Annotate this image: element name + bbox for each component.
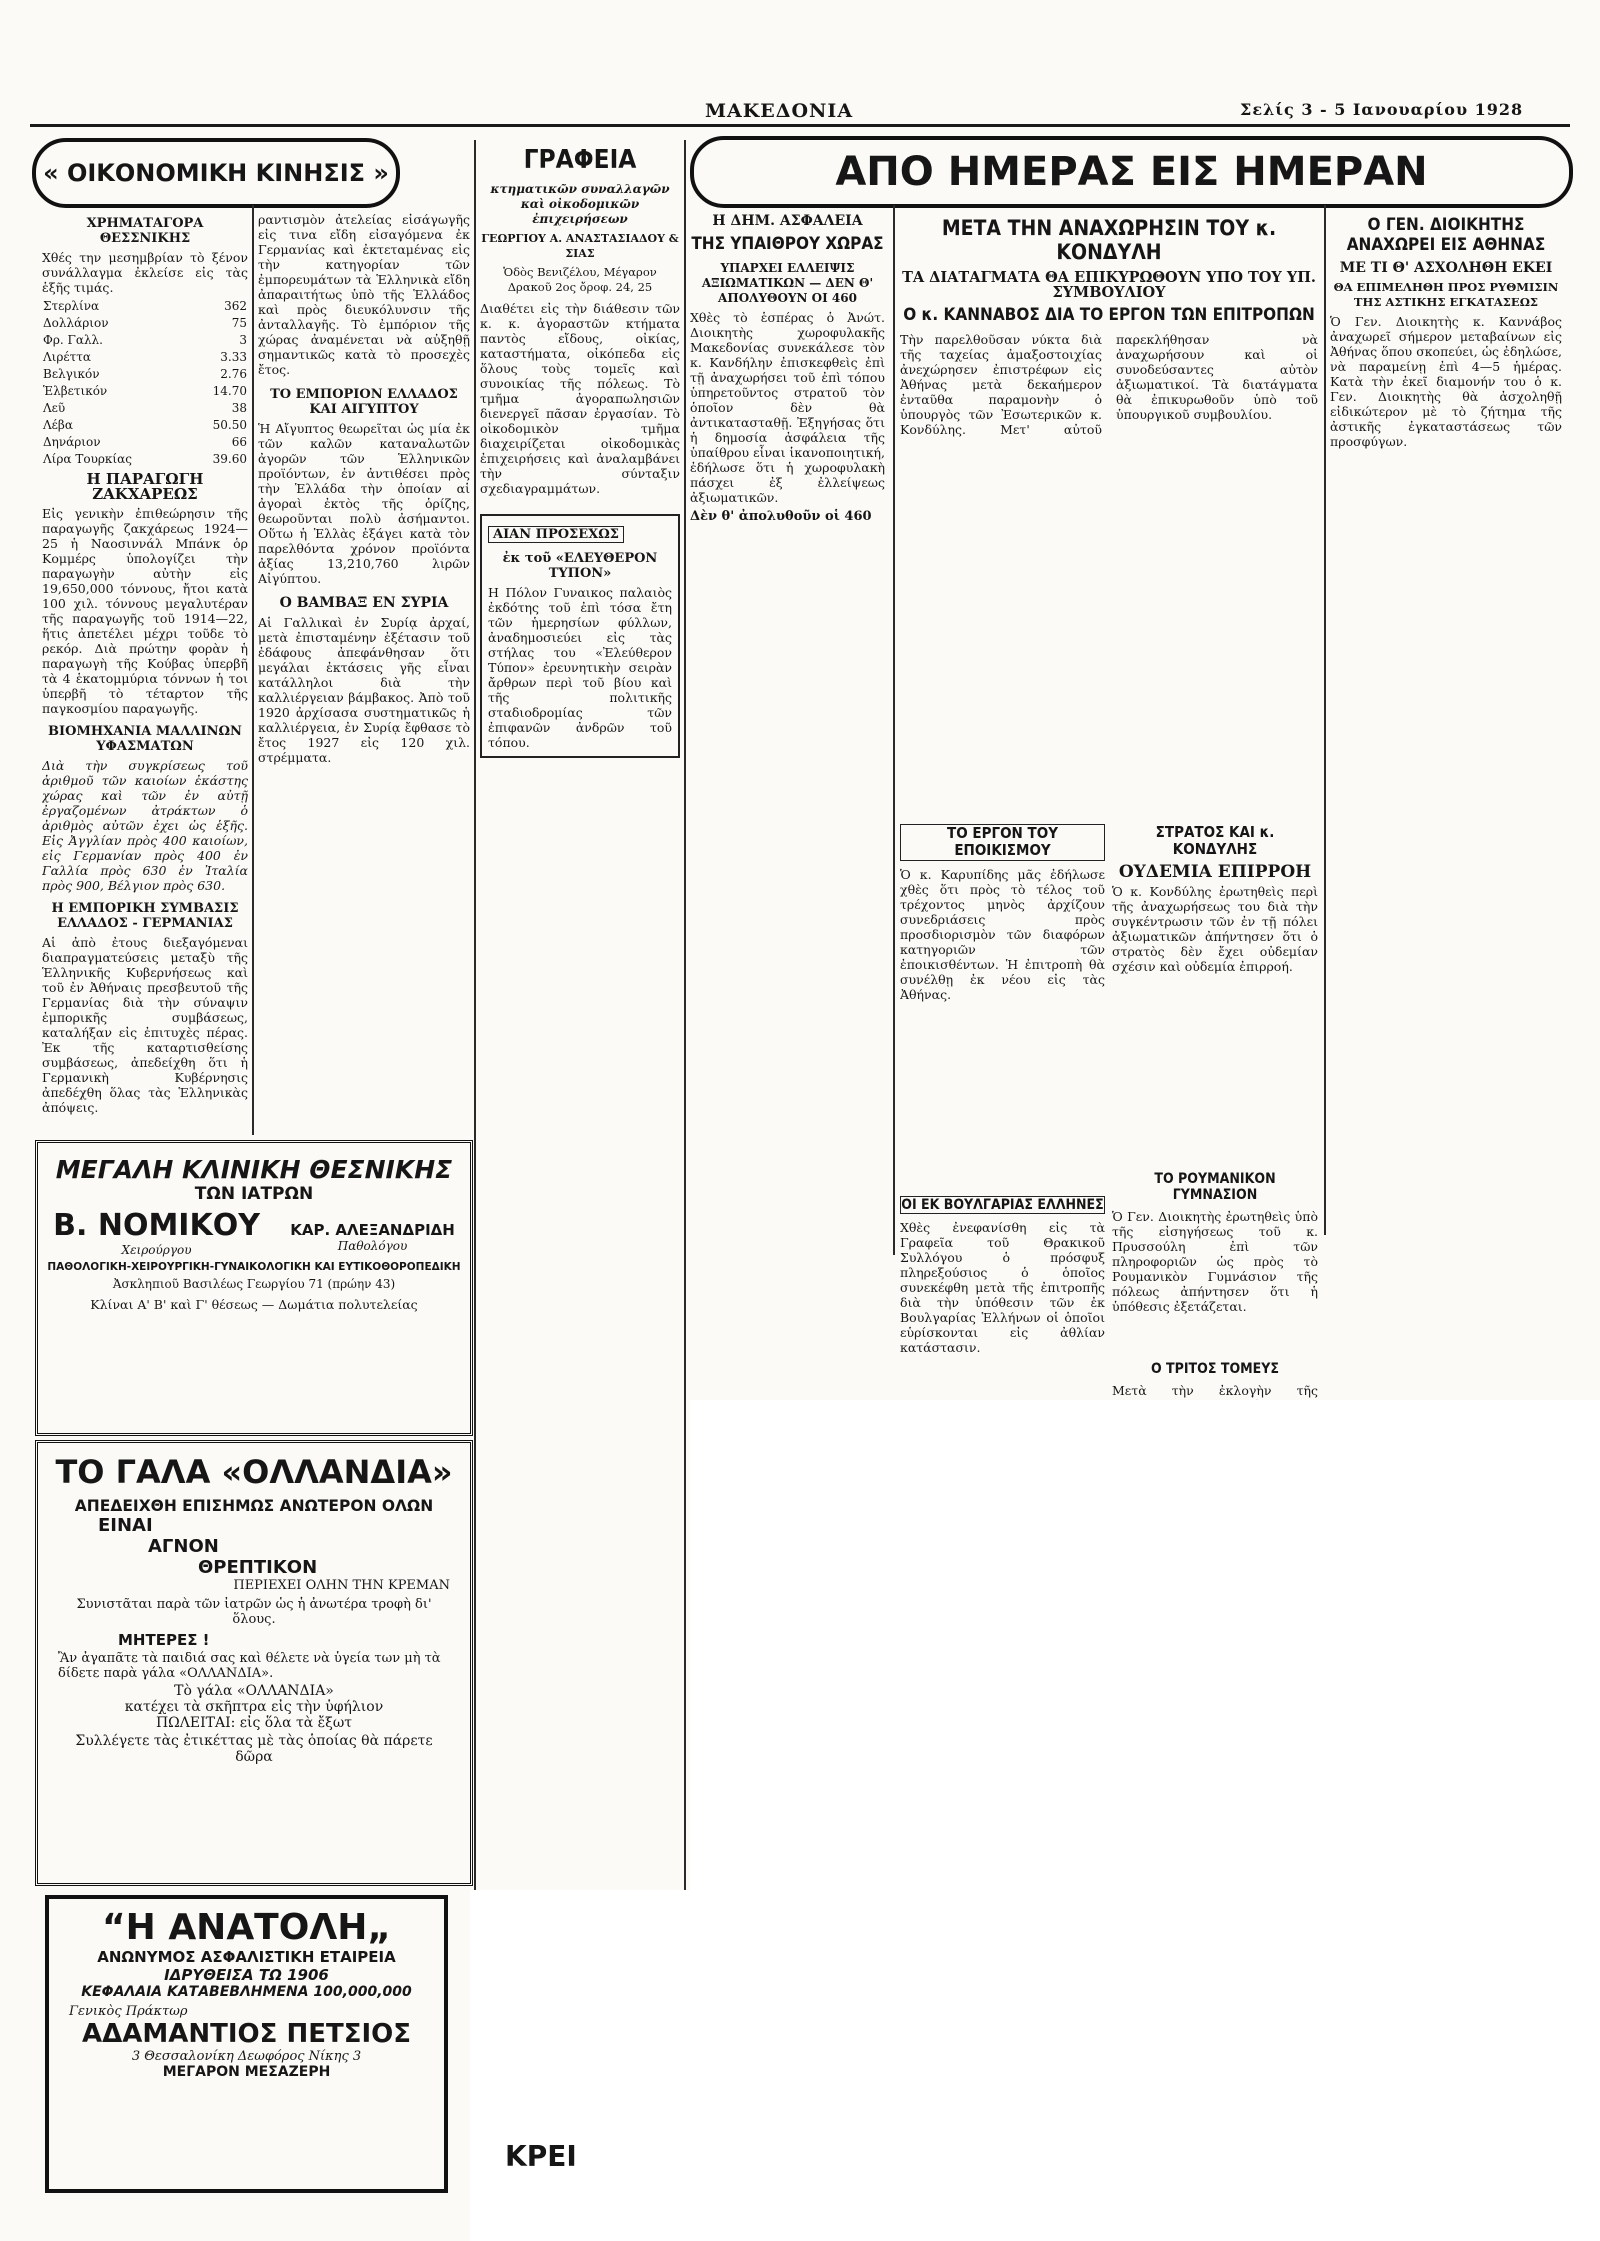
milk-line: Συνιστᾶται παρὰ τῶν ἰατρῶν ὡς ἡ ἀνωτέρα τροφὴ δι' ὅλους.: [76, 1597, 432, 1627]
article-headline: ΤΗΣ ΥΠΑΙΘΡΟΥ ΧΩΡΑΣ: [691, 234, 884, 254]
exchange-intro: Χθές την μεσημβρίαν τὸ ξένον συνάλλαγμα ἐκλείσε εἰς τὰς ἑξῆς τιμάς.: [42, 250, 248, 295]
insurance-ad: [45, 1895, 448, 2193]
clinic-beds: Κλίναι Α' Β' καὶ Γ' θέσεως — Δωμάτια πολυτελείας: [90, 1297, 418, 1312]
exchange-title: ΧΡΗΜΑΤΑΓΟΡΑ ΘΕΣΣΝΙΚΗΣ: [86, 216, 204, 246]
trade-continued-text: ραντισμὸν ἀτελείας εἰσάγωγῆς εἰς τινα εἴδη εἰσαγόμενα ἐκ Γερμανίας καὶ ἐκτεταμένας εἰς τὴν κατηγορίαν τῶν ἐμπορευμάτων τὰ Ἑλληνικὰ εἴδη ἀπαραιτήτως ὑπὸ τῆς Ἑλλάδος καὶ πρὸς διευκόλυνσιν τῆς ἀνταλλαγῆς. Τὸ ἐμπόριον τῆς χώρας ἀναμένεται νὰ αὐξηθῇ σημαντικῶς κατὰ τὸ προσεχὲς ἔτος.: [258, 212, 470, 377]
doctor-name: Β. ΝΟΜΙΚΟΥ: [53, 1208, 260, 1243]
milk-line: ΘΡΕΠΤΙΚΟΝ: [198, 1557, 318, 1578]
sugar-text: Εἰς γενικὴν ἐπιθεώρησιν τῆς παραγωγῆς ζακχάρεως 1924—25 ἡ Ναοσιννάλ Μπάνκ ὁρ Κομμέρς ὑπολογίζει τὴν παραγωγὴν αὐτὴν εἰς 19,650,000 τόννους, ἤτοι κατὰ 100 χιλ. τόννους μεγαλυτέραν τῆς παραγωγῆς τοῦ 1914—22, ἥτις ἀπετέλει μέχρι τοῦδε τὸ ρεκόρ. Διὰ πρώτην φορὰν ἡ παραγωγὴ τῆς Κούβας ὑπερβῆ τὰ 4 ἑκατομμύρια τόννων ἡ τοι ὑπερβῆ τὸ τέταρτον τῆς παγκοσμίου παραγωγῆς.: [42, 506, 248, 716]
fragment-headline: ΚΡΕΙ: [505, 2140, 577, 2173]
article-governor: [1330, 210, 1562, 1260]
insurance-address: 3 Θεσσαλονίκη Δεωφόρος Νίκης 3: [131, 2049, 362, 2064]
clinic-doctors: [38, 1208, 470, 1257]
notice-text: Η Πόλον Γυναικος παλαιὸς ἐκδότης τοῦ ἐπὶ τόσα ἔτη τῶν ἡμερησίων φύλλων, ἀναδημοσιεύει εἰς τὰς στήλας του «Ἐλεύθερον Τύπον» ἐρευνητικὴν σειρὰν ἄρθρων περὶ τοῦ βίου καὶ τῆς πολιτικῆς σταδιοδρομίας τῶν ἐπιφανῶν ἀνδρῶν τοῦ τόπου.: [488, 584, 672, 750]
doctor-role: Παθολόγου: [337, 1239, 408, 1253]
milk-line: ΑΠΕΔΕΙΧΘΗ ΕΠΙΣΗΜΩΣ ΑΝΩΤΕΡΟΝ ΟΛΩΝ: [74, 1497, 434, 1515]
torn-page-area: [690, 1400, 1600, 2241]
offices-subtitle: κτηματικῶν συναλλαγῶν καὶ οἰκοδομικῶν ἐπιχειρήσεων: [490, 181, 670, 226]
main-banner-title: ΑΠΟ ΗΜΕΡΑΣ ΕΙΣ ΗΜΕΡΑΝ: [835, 149, 1428, 195]
insurance-agent: ΑΔΑΜΑΝΤΙΟΣ ΠΕΤΣΙΟΣ: [82, 2019, 411, 2049]
egypt-trade-title: ΤΟ ΕΜΠΟΡΙΟΝ ΕΛΛΑΔΟΣ ΚΑΙ ΑΙΓΥΠΤΟΥ: [270, 387, 458, 417]
column-divider: [684, 140, 686, 1900]
clinic-subtitle: ΤΩΝ ΙΑΤΡΩΝ: [194, 1184, 314, 1204]
article-text: Ὁ Γεν. Διοικητὴς κ. Καννάβος ἀναχωρεῖ σήμερον μεταβαίνων εἰς Ἀθήνας ὅπου σκοπεύει, ὡς ἐδηλώσε, νὰ παραμείνῃ ἐπὶ 4—5 ἡμέρας. Κατὰ τὴν ἐκεῖ διαμονήν του ὁ κ. Γεν. Διοικητὴς θὰ ἀσχοληθῇ εἰδικώτερον μὲ τὸ ζήτημα τῆς ἀστικῆς ἐγκαταστάσεως τῶν προσφύγων.: [1330, 314, 1562, 450]
milk-line: κατέχει τὰ σκῆπτρα εἰς τὴν ὑφήλιον: [124, 1699, 384, 1715]
article-army: [1112, 818, 1318, 1158]
insurance-title: “Η ΑΝΑΤΟΛΗ„: [102, 1907, 391, 1948]
cotton-title: Ο ΒΑΜΒΑΞ ΕΝ ΣΥΡΙΑ: [279, 595, 449, 611]
article-headline: Ο ΓΕΝ. ΔΙΟΙΚΗΤΗΣ ΑΝΑΧΩΡΕΙ ΕΙΣ ΑΘΗΝΑΣ: [1346, 215, 1546, 255]
milk-title: ΤΟ ΓΑΛΑ «ΟΛΛΑΝΔΙΑ»: [55, 1453, 453, 1491]
notice-subtitle: ἐκ τοῦ «ΕΛΕΥΘΕΡΟΝ ΤΥΠΟΝ»: [502, 550, 658, 581]
article-subheadline-2: Ο κ. ΚΑΝΝΑΒΟΣ ΔΙΑ ΤΟ ΕΡΓΟΝ ΤΩΝ ΕΠΙΤΡΟΠΩΝ: [903, 305, 1315, 326]
table-row: Βελγικόν 2.76: [43, 367, 247, 381]
article-text: Χθὲς τὸ ἑσπέρας ὁ Ἀνώτ. Διοικητὴς χωροφυλακῆς Μακεδονίας συνεκάλεσε τὸν κ. Κανδήλην ἐπισκεφθεὶς ἐπὶ τῇ ἀναχωρήσει τοῦ ἐπὶ τόπου ὑπηρετοῦντος στρατοῦ τὸν ὁποῖον δὲν θὰ ἀντικατασταθῇ. Ἐξηγήσας ὅτι ἡ δημοσία ἀσφάλεια τῆς ὑπαίθρου εἶναι ἱκανοποιητική, ἐδήλωσε ὅτι ἡ χωροφυλακὴ πάσχει ἐξ ἐλλείψεως ἀξιωματικῶν.: [690, 309, 885, 505]
table-row: Στερλίνα 362: [43, 299, 247, 313]
notice-title: ΑΙΑΝ ΠΡΟΣΕΧΩΣ: [488, 526, 624, 543]
egypt-trade-text: Ἡ Αἴγυπτος θεωρεῖται ὡς μία ἐκ τῶν καλῶν καταναλωτῶν ἀγορῶν τῶν Ἑλληνικῶν προϊόντων, ἐν ἀντιθέσει πρὸς τὴν Ἑλλάδα τὴν ὁποίαν αἱ ἀγοραὶ ἐκτὸς τῆς ὁρίζης, θεωροῦνται πολὺ ἀσήμαντοι. Οὕτω ἡ Ἑλλὰς ἐξάγει κατὰ τὸν παρελθόντα χρόνον προϊόντα ἀξίας 13,210,760 λιρῶν Αἰγύπτου.: [258, 421, 470, 586]
clinic-address: Ἀσκληπιοῦ Βασιλέως Γεωργίου 71 (πρώην 43): [112, 1277, 396, 1291]
milk-line: ΠΕΡΙΕΧΕΙ ΟΛΗΝ ΤΗΝ ΚΡΕΜΑΝ: [233, 1578, 450, 1593]
article-public-safety: [690, 210, 885, 1070]
economy-banner-title: « ΟΙΚΟΝΟΜΙΚΗ ΚΙΝΗΣΙΣ »: [43, 159, 389, 187]
table-row: Λέβα 50.50: [43, 418, 247, 432]
table-row: Δηνάριον 66: [43, 435, 247, 449]
article-text: Τὴν παρελθοῦσαν νύκτα διὰ τῆς ταχείας ἀμαξοστοιχίας ἀνεχώρησεν ἐπιστρέφων εἰς Ἀθήνας μετὰ δεκαήμερον ἐνταῦθα παραμονὴν ὁ ὑπουργὸς τῶν Ἐσωτερικῶν κ. Κονδύλης. Μετ' αὐτοῦ παρεκλήθησαν νὰ ἀναχωρήσουν καὶ οἱ συνοδεύσαντες αὐτὸν ἀξιωματικοί. Τὰ διατάγματα θὰ ἐπικυρωθοῦν ὑπὸ τοῦ ὑπουργικοῦ συμβουλίου.: [900, 331, 1318, 437]
article-bulgaria-greeks: [900, 1190, 1105, 1390]
insurance-line: ΚΕΦΑΛΑΙΑ ΚΑΤΑΒΕΒΛΗΜΕΝΑ 100,000,000: [81, 1984, 412, 2000]
article-headline: ΤΟ ΕΡΓΟΝ ΤΟΥ ΕΠΟΙΚΙΣΜΟΥ: [900, 824, 1105, 861]
insurance-line: Γενικὸς Πράκτωρ: [69, 2004, 188, 2019]
paper-name: ΜΑΚΕΔΟΝΙΑ: [705, 100, 854, 122]
insurance-line: ΑΝΩΝΥΜΟΣ ΑΣΦΑΛΙΣΤΙΚΗ ΕΤΑΙΡΕΙΑ: [97, 1948, 396, 1966]
article-settlement: [900, 818, 1105, 1158]
cotton-text: Αἱ Γαλλικαὶ ἐν Συρίᾳ ἀρχαί, μετὰ ἐπισταμένην ἐξέτασιν τοῦ ἐδάφους ἀπεφάνθησαν ὅτι μεγάλαι ἐκτάσεις γῆς εἶναι κατάλληλοι διὰ τὴν καλλιέργειαν βάμβακος. Ἀπὸ τοῦ 1920 ἀρχίσασα συστηματικῶς ἡ καλλιέργεια, ἐν Συρίᾳ ἔφθασε τὸ ἔτος 1927 εἰς 120 χιλ. στρέμματα.: [258, 615, 470, 765]
main-banner: [690, 136, 1573, 208]
economy-banner: [32, 138, 400, 208]
column-divider: [252, 205, 254, 1135]
article-headline: ΤΟ ΡΟΥΜΑΝΙΚΟΝ ΓΥΜΝΑΣΙΟΝ: [1154, 1171, 1276, 1204]
article-subheadline: ΜΕ ΤΙ Θ' ΑΣΧΟΛΗΘΗ ΕΚΕΙ: [1339, 260, 1553, 277]
milk-line: ΑΓΝΟΝ: [148, 1536, 219, 1557]
textile-title: ΒΙΟΜΗΧΑΝΙΑ ΜΑΛΛΙΝΩΝ ΥΦΑΣΜΑΤΩΝ: [48, 724, 242, 754]
page-date: Σελίς 3 - 5 Ιανουαρίου 1928: [1240, 100, 1524, 119]
milk-line: Τὸ γάλα «ΟΛΛΑΝΔΙΑ»: [174, 1683, 334, 1699]
clinic-ad: [35, 1140, 473, 1436]
article-text: Ὁ κ. Κονδύλης ἐρωτηθεὶς περὶ τῆς ἀναχωρήσεως του διὰ τὴν συγκέντρωσιν τῶν ἐν τῇ πόλει ἀξιωματικῶν ἀπήντησεν ὅτι ὁ στρατὸς δὲν ἔχει οὐδεμίαν σχέσιν καὶ οὐδεμία ἐπιρροή.: [1112, 883, 1318, 974]
article-kicker: Η ΔΗΜ. ΑΣΦΑΛΕΙΑ: [712, 213, 863, 229]
table-row: Φρ. Γαλλ. 3: [43, 333, 247, 347]
article-text: Χθὲς ἐνεφανίσθη εἰς τὰ Γραφεῖα τοῦ Θρακικοῦ Συλλόγου ὁ πρόσφυξ πληρεξούσιος ὁ ὁποῖος συνεκέφθη μετὰ τῆς ἐπιτροπῆς διὰ τὴν ὑπόθεσιν τῶν ἐκ Βουλγαρίας Ἑλλήνων οἱ ὁποῖοι εὑρίσκονται εἰς ἀθλίαν κατάστασιν.: [900, 1220, 1105, 1356]
insurance-line: ΙΔΡΥΘΕΙΣΑ ΤΩ 1906: [164, 1966, 329, 1984]
clinic-specialties: ΠΑΘΟΛΟΓΙΚΗ-ΧΕΙΡΟΥΡΓΙΚΗ-ΓΥΝΑΙΚΟΛΟΓΙΚΗ ΚΑΙ ΕΥΤΙΚΟΘΟΡΟΠΕΔΙΚΗ: [47, 1261, 461, 1273]
article-headline: ΜΕΤΑ ΤΗΝ ΑΝΑΧΩΡΗΣΙΝ ΤΟΥ κ. ΚΟΝΔΥΛΗ: [941, 216, 1277, 265]
article-subheadline: ΤΑ ΔΙΑΤΑΓΜΑΤΑ ΘΑ ΕΠΙΚΥΡΩΘΟΥΝ ΥΠΟ ΤΟΥ ΥΠ. ΣΥΜΒΟΥΛΙΟΥ: [902, 269, 1316, 302]
article-headline: Ο ΤΡΙΤΟΣ ΤΟΜΕΥΣ: [1150, 1361, 1280, 1377]
milk-line: ΕΙΝΑΙ: [98, 1515, 153, 1536]
exchange-table: [42, 298, 248, 468]
article-headline: ΟΙ ΕΚ ΒΟΥΛΓΑΡΙΑΣ ΕΛΛΗΝΕΣ: [901, 1197, 1104, 1213]
article-kondylis: [900, 210, 1318, 810]
article-subheadline-2: ΘΑ ΕΠΙΜΕΛΗΘΗ ΠΡΟΣ ΡΥΘΜΙΣΙΝ ΤΗΣ ΑΣΤΙΚΗΣ ΕΓΚΑΤΑΣΕΩΣ: [1333, 280, 1559, 310]
milk-line: Συλλέγετε τὰς ἐτικέττας μὲ τὰς ὁποίας θὰ πάρετε δῶρα: [75, 1733, 433, 1765]
trade-text: Αἱ ἀπὸ ἐτους διεξαγόμεναι διαπραγματεύσεις μεταξὺ τῆς Ἑλληνικῆς Κυβερνήσεως καὶ τοῦ ἐν Ἀθήναις πρεσβευτοῦ τῆς Γερμανίας διὰ τὴν σύναψιν ἐμπορικῆς συμβάσεως, καταλήξαν εἰς ἐπιτυχὲς πέρας. Ἐκ τῆς καταρτισθείσης συμβάσεως, ἀπεδείχθη ὅτι ἡ Γερμανικὴ Κυβέρνησις ἀπεδέχθη ὅλας τὰς Ἑλληνικὰς ἀπόψεις.: [42, 935, 248, 1115]
milk-line: ΜΗΤΕΡΕΣ !: [118, 1631, 210, 1649]
milk-line: Ἂν ἀγαπᾶτε τὰ παιδιά σας καὶ θέλετε νὰ ὑγεία των μὴ τὰ δίδετε παρὰ γάλα «ΟΛΛΑΝΔΙΑ».: [58, 1651, 441, 1681]
article-text: Ὁ κ. Καρυπίδης μᾶς ἐδήλωσε χθὲς ὅτι πρὸς τὸ τέλος τοῦ τρέχοντος μηνὸς ἀρχίζουν συνεδριάσεις πρὸς προσδιορισμὸν τῶν διαφόρων κατηγοριῶν τῶν ἐποικισθέντων. Ἡ ἐπιτροπὴ θὰ συνέλθῃ ἐκ νέου εἰς τὰς Ἀθήνας.: [900, 866, 1105, 1002]
table-row: Λεῦ 38: [43, 401, 247, 415]
textile-text: Διὰ τὴν συγκρίσεως τοῦ ἀριθμοῦ τῶν καιοίων ἐκάστης χώρας καὶ τῶν ἐν αὐτῇ ἐργαζομένων ἀτράκτων ὁ ἀριθμὸς αὐτῶν ἐχει ὡς ἑξῆς. Εἰς Ἀγγλίαν πρὸς 400 καιοίων, εἰς Γερμανίαν πρὸς 400 ἐν Γαλλία πρὸς 630 ἐν Ἰταλία πρὸς 900, Βέλγιον πρὸς 630.: [42, 758, 248, 893]
column-divider: [474, 140, 476, 1890]
article-headline: ΣΤΡΑΤΟΣ ΚΑΙ κ. ΚΟΝΔΥΛΗΣ: [1155, 823, 1275, 859]
clinic-title: ΜΕΓΑΛΗ ΚΛΙΝΙΚΗ ΘΕΣΝΙΚΗΣ: [55, 1155, 453, 1184]
insurance-building: ΜΕΓΑΡΟΝ ΜΕΣΑΖΕΡΗ: [162, 2064, 331, 2080]
table-row: Λιρέττα 3.33: [43, 350, 247, 364]
doctor-role: Χειρούργου: [121, 1243, 192, 1257]
article-subheadline: ΥΠΑΡΧΕΙ ΕΛΛΕΙΨΙΣ ΑΞΙΩΜΑΤΙΚΩΝ — ΔΕΝ Θ' ΑΠΟΛΥΘΟΥΝ ΟΙ 460: [701, 260, 874, 305]
torn-page-area: [470, 1890, 690, 2241]
notice-box: [480, 514, 680, 758]
sugar-title: Η ΠΑΡΑΓΩΓΗ ΖΑΚΧΑΡΕΩΣ: [86, 470, 204, 503]
article-subheadline: ΟΥΔΕΜΙΑ ΕΠΙΡΡΟΗ: [1118, 861, 1312, 882]
milk-ad: [35, 1440, 473, 1886]
article-text: Μετὰ τὴν ἐκλογὴν τῆς: [1112, 1383, 1318, 1399]
article-romanian-gymnasium: [1112, 1165, 1318, 1335]
article-text: Ὁ Γεν. Διοικητὴς ἐρωτηθεὶς ὑπὸ τῆς εἰσηγήσεως τοῦ κ. Πρυσσούλη ἐπὶ τῶν πληροφοριῶν ὡς πρὸς τὸ Ρουμανικὸν Γυμνάσιον τῆς πόλεως ἀπήντησεν ὅτι ἡ ὑπόθεσις ἐξετάζεται.: [1112, 1209, 1318, 1315]
table-row: Ἑλβετικόν 14.70: [43, 384, 247, 398]
article-bold-line: Δὲν θ' ἀπολυθοῦν οἱ 460: [690, 508, 872, 524]
offices-address: Ὁδὸς Βενιζέλου, Μέγαρον Δρακοῦ 2ος ὄροφ. 24, 25: [503, 264, 657, 294]
milk-line: ΠΩΛΕΙΤΑΙ: εἰς ὅλα τὰ ἔξωτ: [155, 1715, 353, 1731]
table-row: Δολλάριον 75: [43, 316, 247, 330]
trade-title: Η ΕΜΠΟΡΙΚΗ ΣΥΜΒΑΣΙΣ ΕΛΛΑΔΟΣ - ΓΕΡΜΑΝΙΑΣ: [51, 901, 239, 931]
offices-text: Διαθέτει εἰς τὴν διάθεσιν τῶν κ. κ. ἀγοραστῶν κτήματα παντὸς εἴδους, οἰκίας, καταστήματα, οἰκόπεδα εἰς ὅλους τοὺς τομεῖς καὶ συνοικίας τῆς πόλεως. Τὸ τμῆμα ἀγοραπωλησιῶν διενεργεῖ πᾶσαν ἐργασίαν. Τὸ οἰκοδομικὸν τμῆμα διαχειρίζεται οἰκοδομικὰς ἐπιχειρήσεις καὶ ἀναλαμβάνει τὴν σύνταξιν σχεδιαγραμμάτων.: [480, 300, 680, 496]
column-1: [42, 212, 248, 1142]
column-2: [258, 212, 470, 1142]
doctor-name: ΚΑΡ. ΑΛΕΞΑΝΔΡΙΔΗ: [290, 1221, 455, 1239]
offices-title: ΓΡΑΦΕΙΑ: [523, 145, 637, 175]
offices-owner: ΓΕΩΡΓΙΟΥ Α. ΑΝΑΣΤΑΣΙΑΔΟΥ & ΣΙΑΣ: [481, 231, 679, 260]
table-row: Λίρα Τουρκίας 39.60: [43, 452, 247, 466]
column-divider: [893, 205, 895, 1255]
column-divider: [1324, 205, 1326, 1235]
column-3: [480, 140, 680, 1880]
header-rule: [30, 124, 1570, 127]
